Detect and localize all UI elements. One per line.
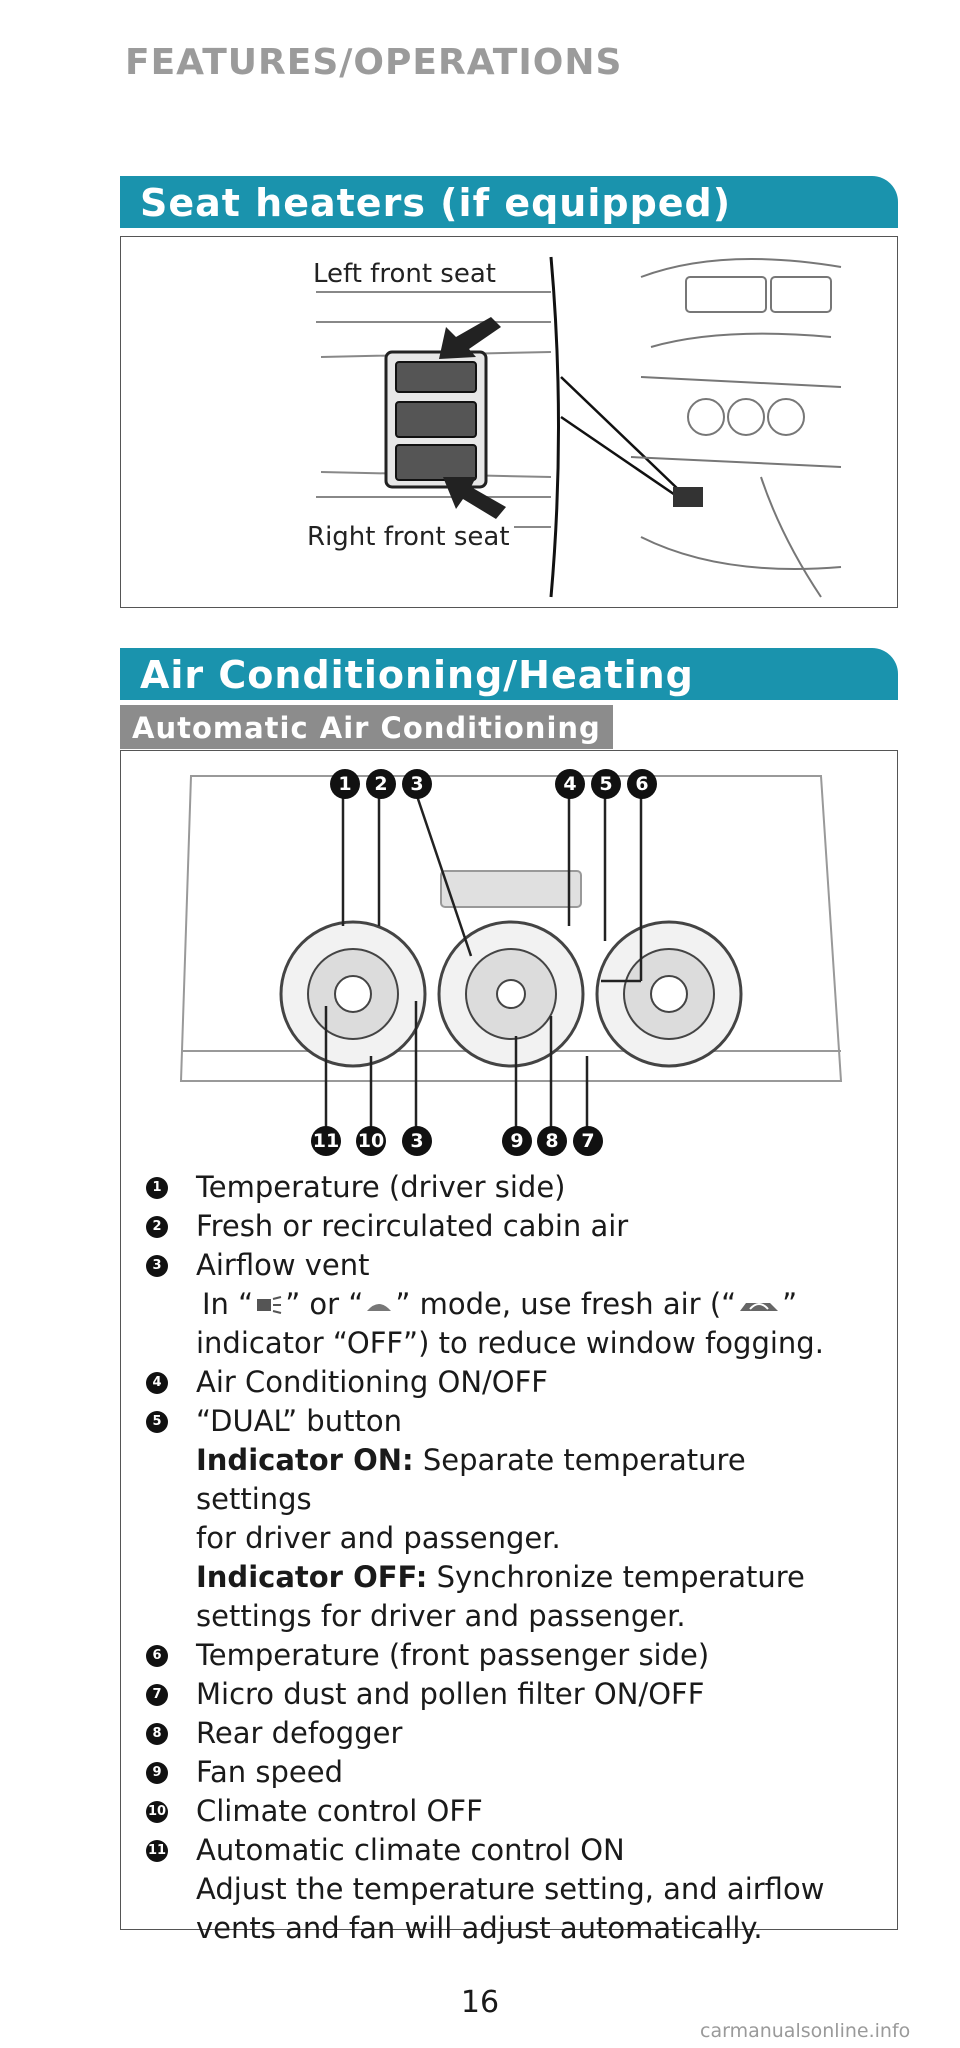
callout-10: 10 (356, 1126, 386, 1156)
callout-11: 11 (311, 1126, 341, 1156)
airflow-note: In “ ” or “ ” mode, use fresh air (“ ” (202, 1287, 798, 1321)
callout-7: 7 (573, 1126, 603, 1156)
dual-on-note: Indicator ON: Separate temperature settings (196, 1443, 746, 1516)
callout-2: 2 (366, 769, 396, 799)
recirculation-icon (736, 1295, 782, 1317)
airflow-note-line2: indicator “OFF”) to reduce window fogging. (196, 1326, 824, 1360)
callout-1: 1 (330, 769, 360, 799)
section-heading: FEATURES/OPERATIONS (125, 42, 623, 83)
dual-off-note: Indicator OFF: Synchronize temperature (196, 1560, 805, 1594)
seat-heaters-banner: Seat heaters (if equipped) (120, 176, 898, 228)
list-item: 3 Airflow vent In “ ” or “ ” mode, use fresh air (“ ” indicator “OFF”) to reduce window fogging. (146, 1246, 866, 1363)
defrost-mode-icon (363, 1295, 395, 1317)
list-item: 5 “DUAL” button Indicator ON: Separate temperature settings for driver and passenger. Indicator OFF: Synchronize temperature settings for driver and passenger. (146, 1402, 866, 1636)
list-item: 8 Rear defogger (146, 1714, 866, 1753)
list-item: 11 Automatic climate control ON Adjust the temperature setting, and airflow vents and fan will adjust automatically. (146, 1831, 866, 1948)
list-item: 4 Air Conditioning ON/OFF (146, 1363, 866, 1402)
list-item: 9 Fan speed (146, 1753, 866, 1792)
air-conditioning-banner: Air Conditioning/Heating (120, 648, 898, 700)
callout-3-bottom: 3 (402, 1126, 432, 1156)
dual-on-note-line2: for driver and passenger. (196, 1521, 561, 1555)
list-item: 10 Climate control OFF (147, 1794, 483, 1828)
seat-heaters-figure-box (120, 236, 898, 608)
left-front-seat-label: Left front seat (309, 259, 500, 289)
callout-3: 3 (402, 769, 432, 799)
auto-note-line2: vents and fan will adjust automatically. (196, 1911, 763, 1945)
callout-4: 4 (555, 769, 585, 799)
callout-5: 5 (591, 769, 621, 799)
list-item: 6 Temperature (front passenger side) (146, 1636, 866, 1675)
foot-defrost-mode-icon (253, 1295, 285, 1317)
right-front-seat-label: Right front seat (303, 522, 514, 552)
automatic-ac-subtitle: Automatic Air Conditioning (120, 705, 613, 749)
callout-6: 6 (627, 769, 657, 799)
callout-9: 9 (502, 1126, 532, 1156)
climate-panel-illustration (121, 751, 896, 1151)
auto-note-line1: Adjust the temperature setting, and airflow (196, 1872, 825, 1906)
callout-8: 8 (537, 1126, 567, 1156)
ac-legend-list (146, 1168, 866, 1948)
list-item: 2 Fresh or recirculated cabin air (146, 1207, 866, 1246)
list-item: 1 Temperature (driver side) (146, 1168, 866, 1207)
watermark: carmanualsonline.info (700, 2020, 911, 2042)
dual-off-note-line2: settings for driver and passenger. (196, 1599, 686, 1633)
list-item: 7 Micro dust and pollen filter ON/OFF (146, 1675, 866, 1714)
page-number: 16 (460, 1985, 500, 2020)
